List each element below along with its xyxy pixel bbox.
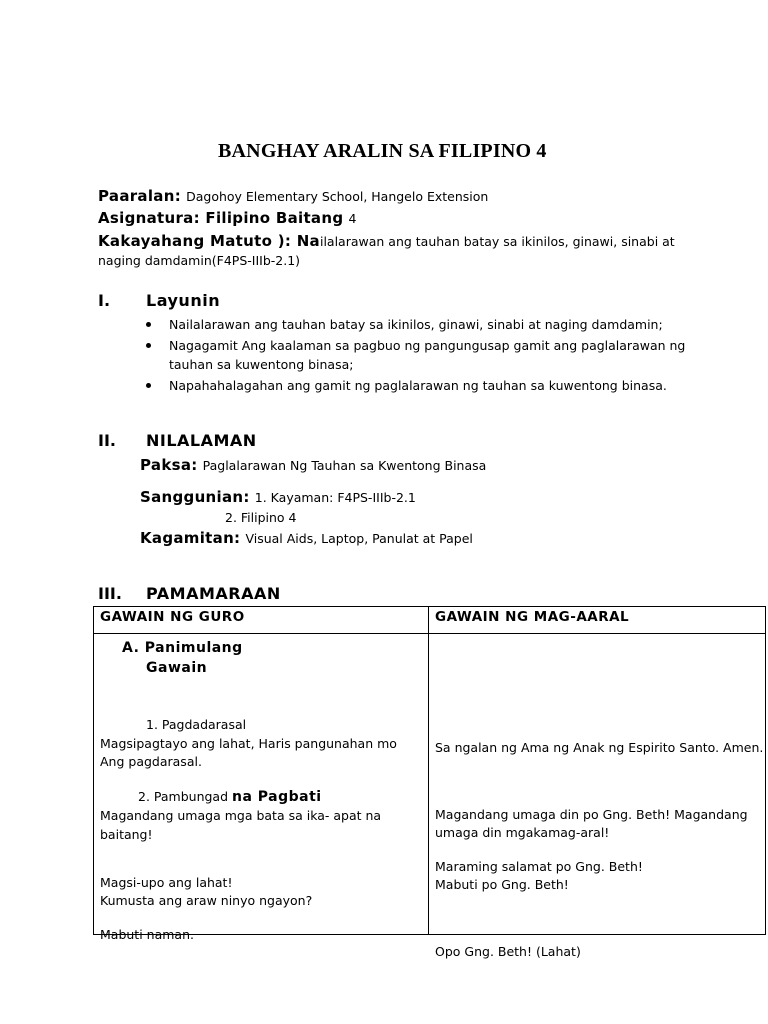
- kakayahan-value-line2: naging damdamin(F4PS-IIIb-2.1): [98, 253, 301, 268]
- sanggunian-item-1: 1. Kayaman: F4PS-IIIb-2.1: [254, 490, 416, 505]
- sanggunian-item-2: 2. Filipino 4: [225, 510, 297, 525]
- guro-text: Magsi-upo ang lahat!: [100, 875, 233, 890]
- kagamitan-value: Visual Aids, Laptop, Panulat at Papel: [245, 531, 473, 546]
- table-header-row: [94, 607, 766, 634]
- mag-aaral-text: Sa ngalan ng Ama ng Anak ng Espirito Santo. Amen.: [435, 740, 764, 755]
- asignatura-row: [98, 208, 356, 227]
- kakayahan-label: Kakayahang Matuto ): Na: [98, 232, 320, 250]
- kakayahan-value-line1: ilalarawan ang tauhan batay sa ikinilos, ginawi, sinabi at: [319, 234, 675, 249]
- kagamitan-label: Kagamitan:: [140, 529, 241, 547]
- guro-text: Kumusta ang araw ninyo ngayon?: [100, 893, 313, 908]
- paksa-row: [140, 455, 486, 474]
- mag-aaral-text: Magandang umaga din po Gng. Beth! Magandang: [435, 807, 748, 822]
- asignatura-value: 4: [348, 211, 357, 226]
- panimulang-gawain-heading-line2: Gawain: [146, 660, 208, 676]
- layunin-item: Napahahalagahan ang gamit ng paglalarawan ng tauhan sa kuwentong binasa.: [146, 376, 709, 395]
- section-3-number: III.: [98, 584, 122, 603]
- guro-text: baitang!: [100, 827, 153, 842]
- kakayahan-row: [98, 231, 675, 250]
- pagdadarasal-label: 1. Pagdadarasal: [146, 717, 247, 732]
- guro-cell: [94, 634, 429, 942]
- pamamaraan-table: [93, 606, 766, 959]
- column-header-mag-aaral: GAWAIN NG MAG-AARAL: [429, 607, 766, 634]
- table-row: [94, 634, 766, 935]
- section-1-heading: Layunin: [146, 291, 221, 310]
- guro-text: Magsipagtayo ang lahat, Haris pangunahan mo: [100, 736, 397, 751]
- sanggunian-label: Sanggunian:: [140, 488, 250, 506]
- page-title: BANGHAY ARALIN SA FILIPINO 4: [218, 140, 547, 162]
- layunin-list: [146, 315, 709, 397]
- panimulang-gawain-heading: A. Panimulang: [122, 640, 243, 656]
- section-2-number: II.: [98, 431, 116, 450]
- mag-aaral-text: Mabuti po Gng. Beth!: [435, 877, 569, 892]
- pambungad-label: [138, 788, 322, 806]
- layunin-item: Nagagamit Ang kaalaman sa pagbuo ng pangungusap gamit ang paglalarawan ng tauhan sa kuwentong binasa;: [146, 336, 709, 374]
- kagamitan-row: [140, 528, 473, 547]
- section-2-heading: NILALAMAN: [146, 431, 257, 450]
- guro-text: Ang pagdarasal.: [100, 754, 202, 769]
- asignatura-label: Asignatura: Filipino Baitang: [98, 209, 344, 227]
- paaralan-row: [98, 186, 488, 205]
- guro-text: Magandang umaga mga bata sa ika- apat na: [100, 808, 382, 823]
- pambungad-prefix: 2. Pambungad: [138, 789, 232, 804]
- mag-aaral-cell: [429, 634, 766, 959]
- guro-text: Mabuti naman.: [100, 927, 194, 942]
- column-header-guro: GAWAIN NG GURO: [94, 607, 429, 634]
- layunin-item: Nailalarawan ang tauhan batay sa ikinilos, ginawi, sinabi at naging damdamin;: [146, 315, 709, 334]
- pambungad-bold: na Pagbati: [232, 789, 322, 805]
- sanggunian-row: [140, 487, 416, 506]
- mag-aaral-text: Maraming salamat po Gng. Beth!: [435, 859, 643, 874]
- mag-aaral-text: Opo Gng. Beth! (Lahat): [435, 944, 581, 959]
- mag-aaral-text: umaga din mgakamag-aral!: [435, 825, 610, 840]
- paaralan-label: Paaralan:: [98, 187, 181, 205]
- section-3-heading: PAMAMARAAN: [146, 584, 281, 603]
- paksa-value: Paglalarawan Ng Tauhan sa Kwentong Binasa: [202, 458, 487, 473]
- paksa-label: Paksa:: [140, 456, 198, 474]
- section-1-number: I.: [98, 291, 111, 310]
- paaralan-value: Dagohoy Elementary School, Hangelo Extension: [186, 189, 489, 204]
